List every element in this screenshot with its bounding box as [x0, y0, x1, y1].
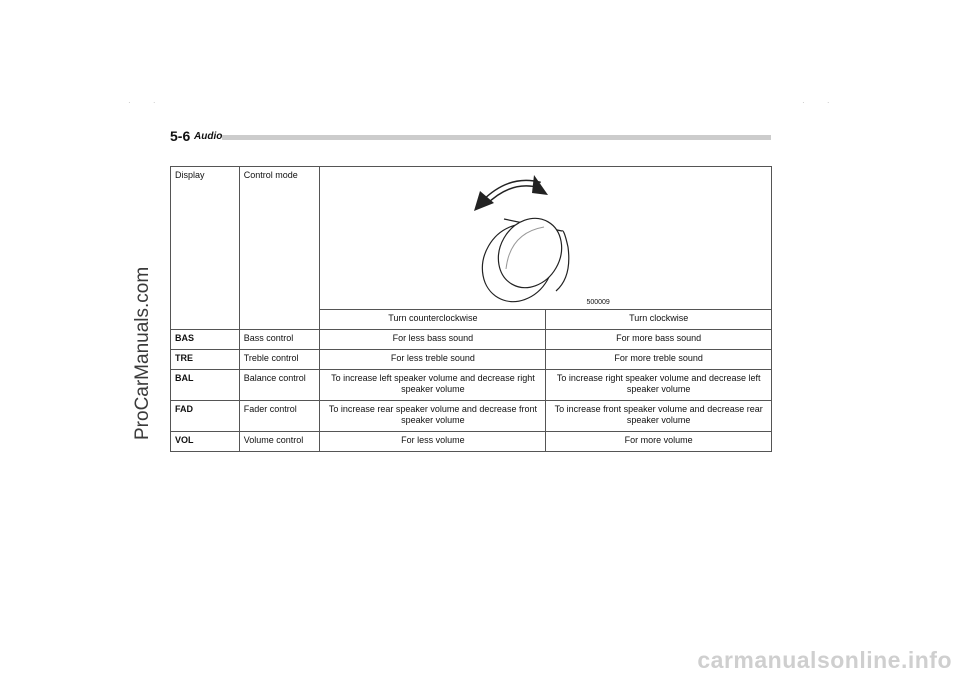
table-row	[171, 350, 772, 370]
table-row	[171, 370, 772, 401]
cw-cell: For more bass sound	[546, 330, 772, 350]
page-number: 5-6	[170, 128, 191, 144]
mode-cell: Volume control	[239, 432, 320, 452]
corner-marks-right: · ·	[802, 98, 840, 107]
display-cell: BAL	[171, 370, 240, 401]
ccw-cell: For less treble sound	[320, 350, 546, 370]
counterclockwise-header: Turn counterclockwise	[320, 310, 546, 330]
display-cell: VOL	[171, 432, 240, 452]
table-row	[171, 330, 772, 350]
ccw-cell: For less bass sound	[320, 330, 546, 350]
corner-marks-left: · ·	[128, 98, 166, 107]
section-title: Audio	[194, 131, 223, 142]
cw-cell: To increase right speaker volume and decrease left speaker volume	[546, 370, 772, 401]
knob-figure-cell	[320, 167, 772, 310]
cw-cell: For more treble sound	[546, 350, 772, 370]
clockwise-header: Turn clockwise	[546, 310, 772, 330]
figure-code: 500009	[586, 299, 610, 306]
bottom-watermark: carmanualsonline.info	[697, 647, 952, 673]
table-header-row	[171, 167, 772, 310]
display-cell: BAS	[171, 330, 240, 350]
ccw-cell: To increase left speaker volume and decrease right speaker volume	[320, 370, 546, 401]
ccw-cell: To increase rear speaker volume and decrease front speaker volume	[320, 401, 546, 432]
mode-cell: Fader control	[239, 401, 320, 432]
rotary-knob-icon	[470, 173, 610, 303]
mode-cell: Treble control	[239, 350, 320, 370]
mode-cell: Bass control	[239, 330, 320, 350]
display-header: Display	[171, 167, 240, 330]
header-rule	[222, 135, 771, 140]
cw-cell: To increase front speaker volume and decrease rear speaker volume	[546, 401, 772, 432]
display-cell: TRE	[171, 350, 240, 370]
side-watermark: ProCarManuals.com	[132, 266, 153, 440]
page-header	[170, 128, 771, 146]
table-row	[171, 401, 772, 432]
display-cell: FAD	[171, 401, 240, 432]
control-table	[170, 166, 772, 452]
ccw-cell: For less volume	[320, 432, 546, 452]
mode-cell: Balance control	[239, 370, 320, 401]
cw-cell: For more volume	[546, 432, 772, 452]
control-mode-header: Control mode	[239, 167, 320, 330]
table-row	[171, 432, 772, 452]
